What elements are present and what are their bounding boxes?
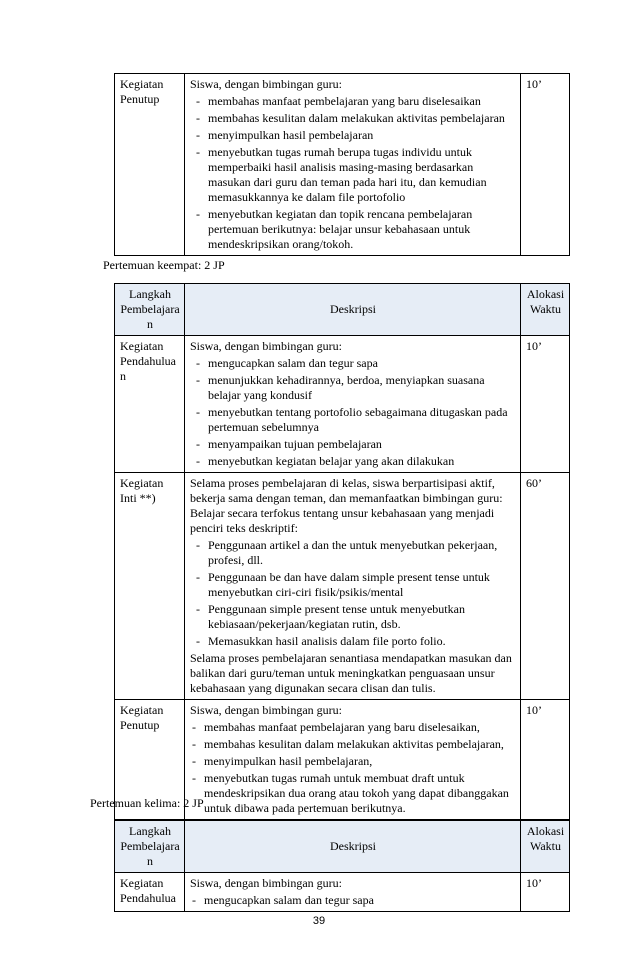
list-item: - mengucapkan salam dan tegur sapa [190,893,516,908]
activity-list [190,893,516,908]
list-item: - menunjukkan kehadirannya, berdoa, menyiapkan suasana belajar yang kondusif [194,373,516,403]
list-item: - menyampaikan tujuan pembelajaran [194,437,516,452]
closing-activity-table [114,73,570,256]
list-item: - Penggunaan simple present tense untuk menyebutkan kebiasaan/pekerjaan/kegiatan rutin, dsb. [194,602,516,632]
activity-list [190,94,516,252]
time-cell: 10’ [521,74,570,256]
table-row [115,336,570,473]
time-cell: 10’ [521,336,570,473]
description-cell [185,873,521,912]
time-cell: 10’ [521,873,570,912]
header-description: Deskripsi [185,821,521,873]
list-item: - menyebutkan tugas rumah berupa tugas individu untuk memperbaiki hasil analisis masing-masing berdasarkan masukan dari guru dan teman pada hari itu, dan kemudian memasukkannya ke dalam file portofolio [194,145,516,205]
description-cell [185,700,521,820]
list-item: - mengucapkan salam dan tegur sapa [194,356,516,371]
meeting-four-caption: Pertemuan keempat: 2 JP [103,258,225,272]
table-header-row [115,821,570,873]
list-item: - Penggunaan artikel a dan the untuk menyebutkan pekerjaan, profesi, dll. [194,538,516,568]
meeting-five-caption: Pertemuan kelima: 2 JP [90,796,204,810]
meeting-four-table [114,283,570,820]
table-row [115,873,570,912]
list-item: - menyebutkan kegiatan belajar yang akan dilakukan [194,454,516,469]
time-cell: 60’ [521,473,570,700]
list-item: - menyebutkan kegiatan dan topik rencana pembelajaran pertemuan berikutnya: belajar unsur kebahasaan untuk mendeskripsikan orang/tokoh. [194,207,516,252]
step-cell: Kegiatan Pendahulua n [115,336,185,473]
description-intro: Siswa, dengan bimbingan guru: [190,703,342,717]
table-row [115,473,570,700]
header-time: Alokasi Waktu [521,284,570,336]
page-number: 39 [312,915,326,927]
list-item: - menyebutkan tentang portofolio sebagaimana ditugaskan pada pertemuan sebelumnya [194,405,516,435]
activity-list [190,356,516,469]
table-header-row [115,284,570,336]
list-item: - membahas kesulitan dalam melakukan aktivitas pembelajaran [194,111,516,126]
list-item: - membahas manfaat pembelajaran yang baru diselesaikan [194,94,516,109]
description-cell [185,74,521,256]
header-step: Langkah Pembelajara n [115,284,185,336]
description-intro: Selama proses pembelajaran di kelas, siswa berpartisipasi aktif, bekerja sama dengan teman, dan memanfaatkan bimbingan guru: Belajar secara terfokus tentang unsur kebahasaan yang menjadi penciri teks deskriptif: [190,476,503,535]
description-intro: Siswa, dengan bimbingan guru: [190,77,342,91]
list-item: - membahas kesulitan dalam melakukan aktivitas pembelajaran, [190,737,516,752]
description-cell [185,473,521,700]
step-cell: Kegiatan Penutup [115,74,185,256]
header-time: Alokasi Waktu [521,821,570,873]
description-outro: Selama proses pembelajaran senantiasa mendapatkan masukan dan balikan dari guru/teman untuk meningkatkan penguasaan unsur kebahasaan yang digunakan secara clisan dan tulis. [190,651,512,695]
step-cell: Kegiatan Inti **) [115,473,185,700]
list-item: - menyimpulkan hasil pembelajaran, [190,754,516,769]
list-item: - membahas manfaat pembelajaran yang baru diselesaikan, [190,720,516,735]
list-item: - Memasukkan hasil analisis dalam file porto folio. [194,634,516,649]
step-cell: Kegiatan Penutup [115,700,185,820]
activity-list [190,538,516,649]
activity-list [190,720,516,816]
meeting-five-table [114,820,570,912]
description-cell [185,336,521,473]
list-item: - menyebutkan tugas rumah untuk membuat draft untuk mendeskripsikan dua orang atau tokoh yang dapat dibanggakan untuk dibawa pada pertemuan berikutnya. [190,771,516,816]
header-step: Langkah Pembelajara n [115,821,185,873]
table-row [115,74,570,256]
time-cell: 10’ [521,700,570,820]
description-intro: Siswa, dengan bimbingan guru: [190,339,342,353]
description-intro: Siswa, dengan bimbingan guru: [190,876,342,890]
list-item: - menyimpulkan hasil pembelajaran [194,128,516,143]
header-description: Deskripsi [185,284,521,336]
list-item: - Penggunaan be dan have dalam simple present tense untuk menyebutkan ciri-ciri fisik/psikis/mental [194,570,516,600]
step-cell: Kegiatan Pendahulua [115,873,185,912]
